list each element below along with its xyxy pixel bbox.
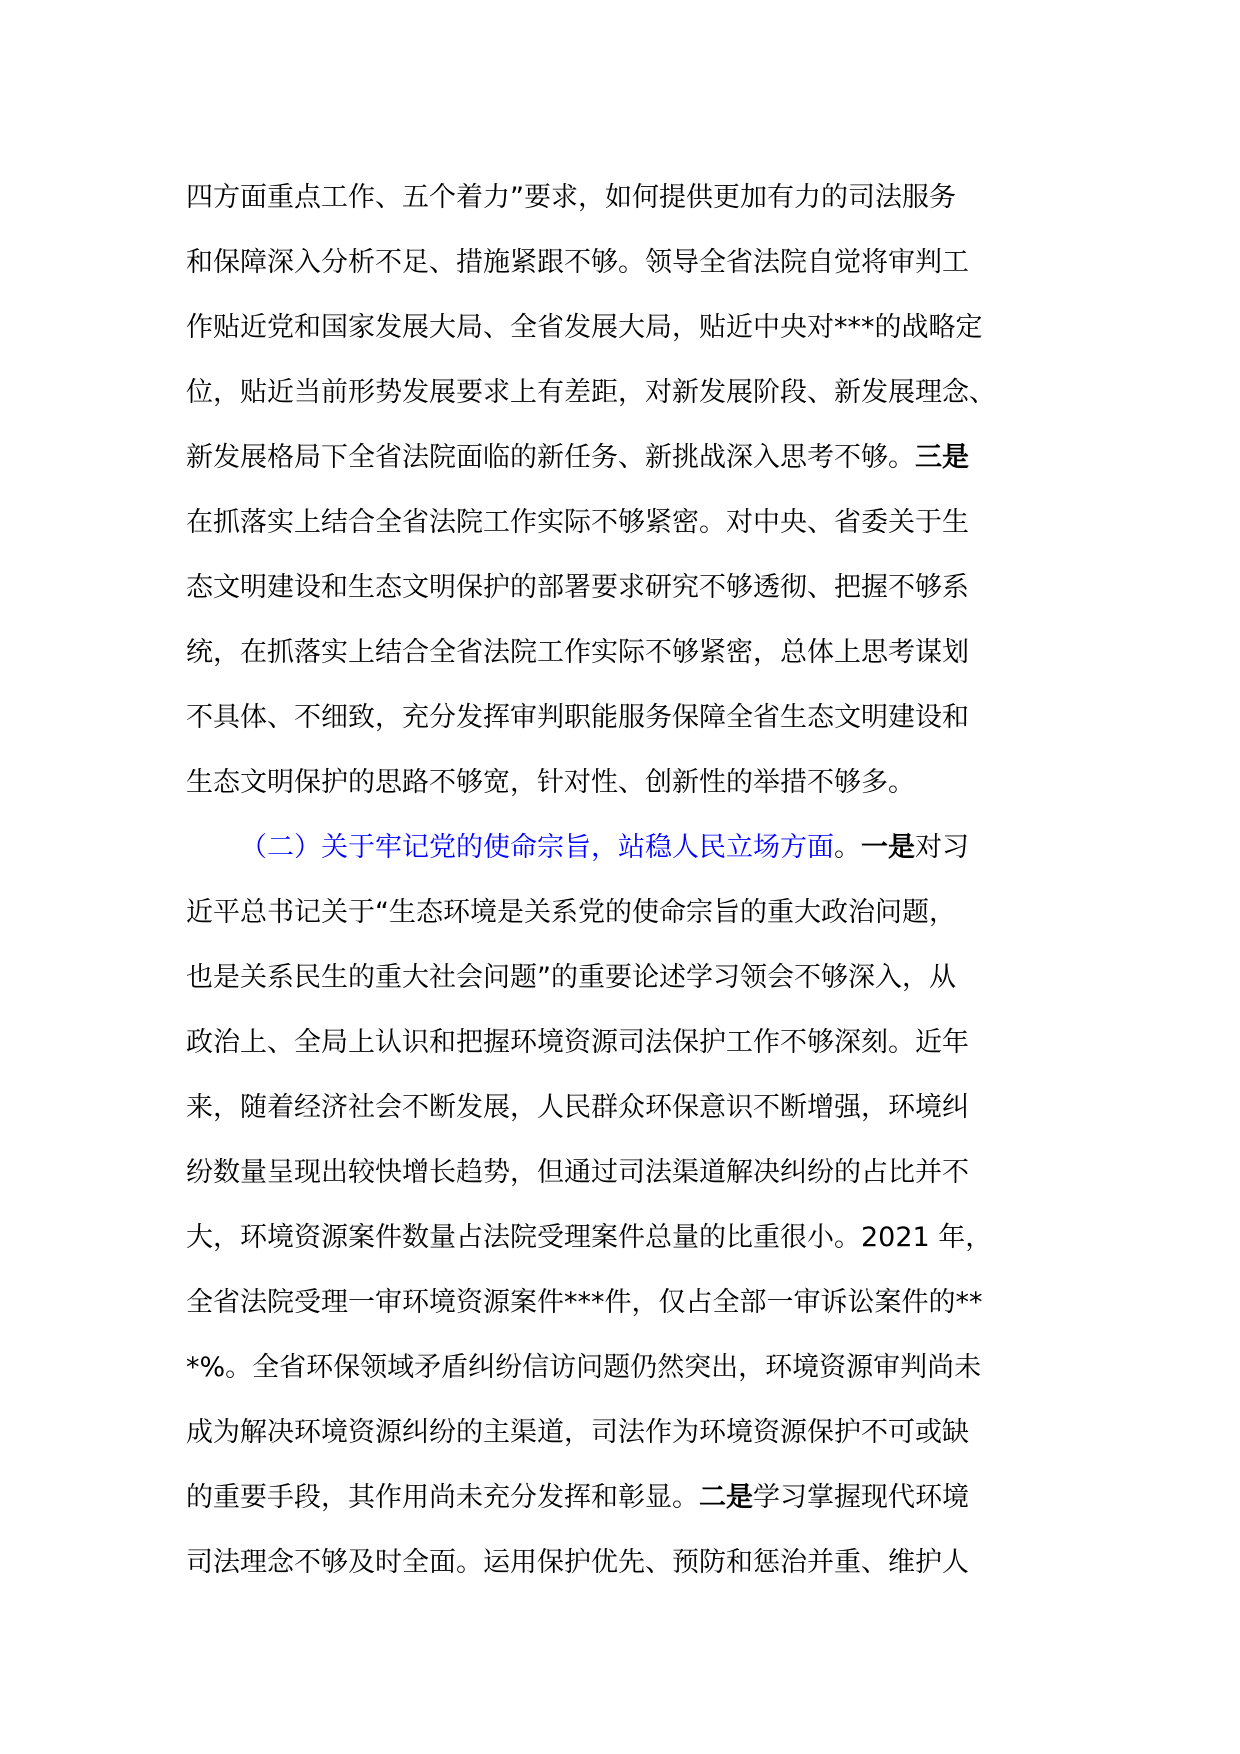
text-line <box>186 1205 1086 1270</box>
text-line <box>186 1075 1086 1140</box>
body-text: 司法理念不够及时全面。运用保护优先、预防和惩治并重、维护人 <box>186 1547 969 1578</box>
text-line <box>186 1140 1086 1205</box>
body-text: 在抓落实上结合全省法院工作实际不够紧密。对中央、省委关于生 <box>186 507 969 538</box>
body-text: 。 <box>834 832 861 863</box>
body-text: 态文明建设和生态文明保护的部署要求研究不够透彻、把握不够系 <box>186 572 969 603</box>
body-text: 来，随着经济社会不断发展，人民群众环保意识不断增强，环境纠 <box>186 1092 969 1123</box>
text-line <box>186 620 1086 685</box>
body-text: 成为解决环境资源纠纷的主渠道，司法作为环境资源保护不可或缺 <box>186 1417 969 1448</box>
text-line <box>186 360 1086 425</box>
text-line <box>186 880 1086 945</box>
body-text: 学习掌握现代环境 <box>753 1482 969 1513</box>
body-text: *%。全省环保领域矛盾纠纷信访问题仍然突出，环境资源审判尚未 <box>186 1352 982 1383</box>
body-text: 全省法院受理一审环境资源案件***件，仅占全部一审诉讼案件的** <box>186 1287 983 1318</box>
text-line <box>186 555 1086 620</box>
document-body <box>186 165 1086 1595</box>
text-line <box>186 230 1086 295</box>
text-line <box>186 165 1086 230</box>
section-heading: （二）关于牢记党的使命宗旨，站稳人民立场方面 <box>240 832 834 863</box>
emphasis-label: 三是 <box>915 442 969 473</box>
text-line <box>186 1530 1086 1595</box>
body-text: 作贴近党和国家发展大局、全省发展大局，贴近中央对***的战略定 <box>186 312 983 343</box>
text-line <box>186 295 1086 360</box>
body-text: 统，在抓落实上结合全省法院工作实际不够紧密，总体上思考谋划 <box>186 637 969 668</box>
body-text: 的重要手段，其作用尚未充分发挥和彰显。 <box>186 1482 699 1513</box>
body-text: 和保障深入分析不足、措施紧跟不够。领导全省法院自觉将审判工 <box>186 247 969 278</box>
body-text: 近平总书记关于“生态环境是关系党的使命宗旨的重大政治问题， <box>186 897 956 928</box>
body-text: 新发展格局下全省法院面临的新任务、新挑战深入思考不够。 <box>186 442 915 473</box>
text-line <box>186 750 1086 815</box>
body-text: 不具体、不细致，充分发挥审判职能服务保障全省生态文明建设和 <box>186 702 969 733</box>
text-line <box>186 1465 1086 1530</box>
body-text: 纷数量呈现出较快增长趋势，但通过司法渠道解决纠纷的占比并不 <box>186 1157 969 1188</box>
text-line <box>186 685 1086 750</box>
text-line <box>186 1270 1086 1335</box>
text-line <box>186 425 1086 490</box>
section-heading-line <box>186 815 1086 880</box>
text-line <box>186 1010 1086 1075</box>
emphasis-label: 一是 <box>861 832 915 863</box>
body-text: 也是关系民生的重大社会问题”的重要论述学习领会不够深入，从 <box>186 962 956 993</box>
body-text: 政治上、全局上认识和把握环境资源司法保护工作不够深刻。近年 <box>186 1027 969 1058</box>
text-line <box>186 490 1086 555</box>
body-text: 大，环境资源案件数量占法院受理案件总量的比重很小。2021 年， <box>186 1222 993 1253</box>
body-text: 位，贴近当前形势发展要求上有差距，对新发展阶段、新发展理念、 <box>186 377 996 408</box>
body-text: 四方面重点工作、五个着力”要求，如何提供更加有力的司法服务 <box>186 182 956 213</box>
body-text: 对习 <box>915 832 969 863</box>
text-line <box>186 1400 1086 1465</box>
emphasis-label: 二是 <box>699 1482 753 1513</box>
body-text: 生态文明保护的思路不够宽，针对性、创新性的举措不够多。 <box>186 767 915 798</box>
text-line <box>186 945 1086 1010</box>
text-line <box>186 1335 1086 1400</box>
